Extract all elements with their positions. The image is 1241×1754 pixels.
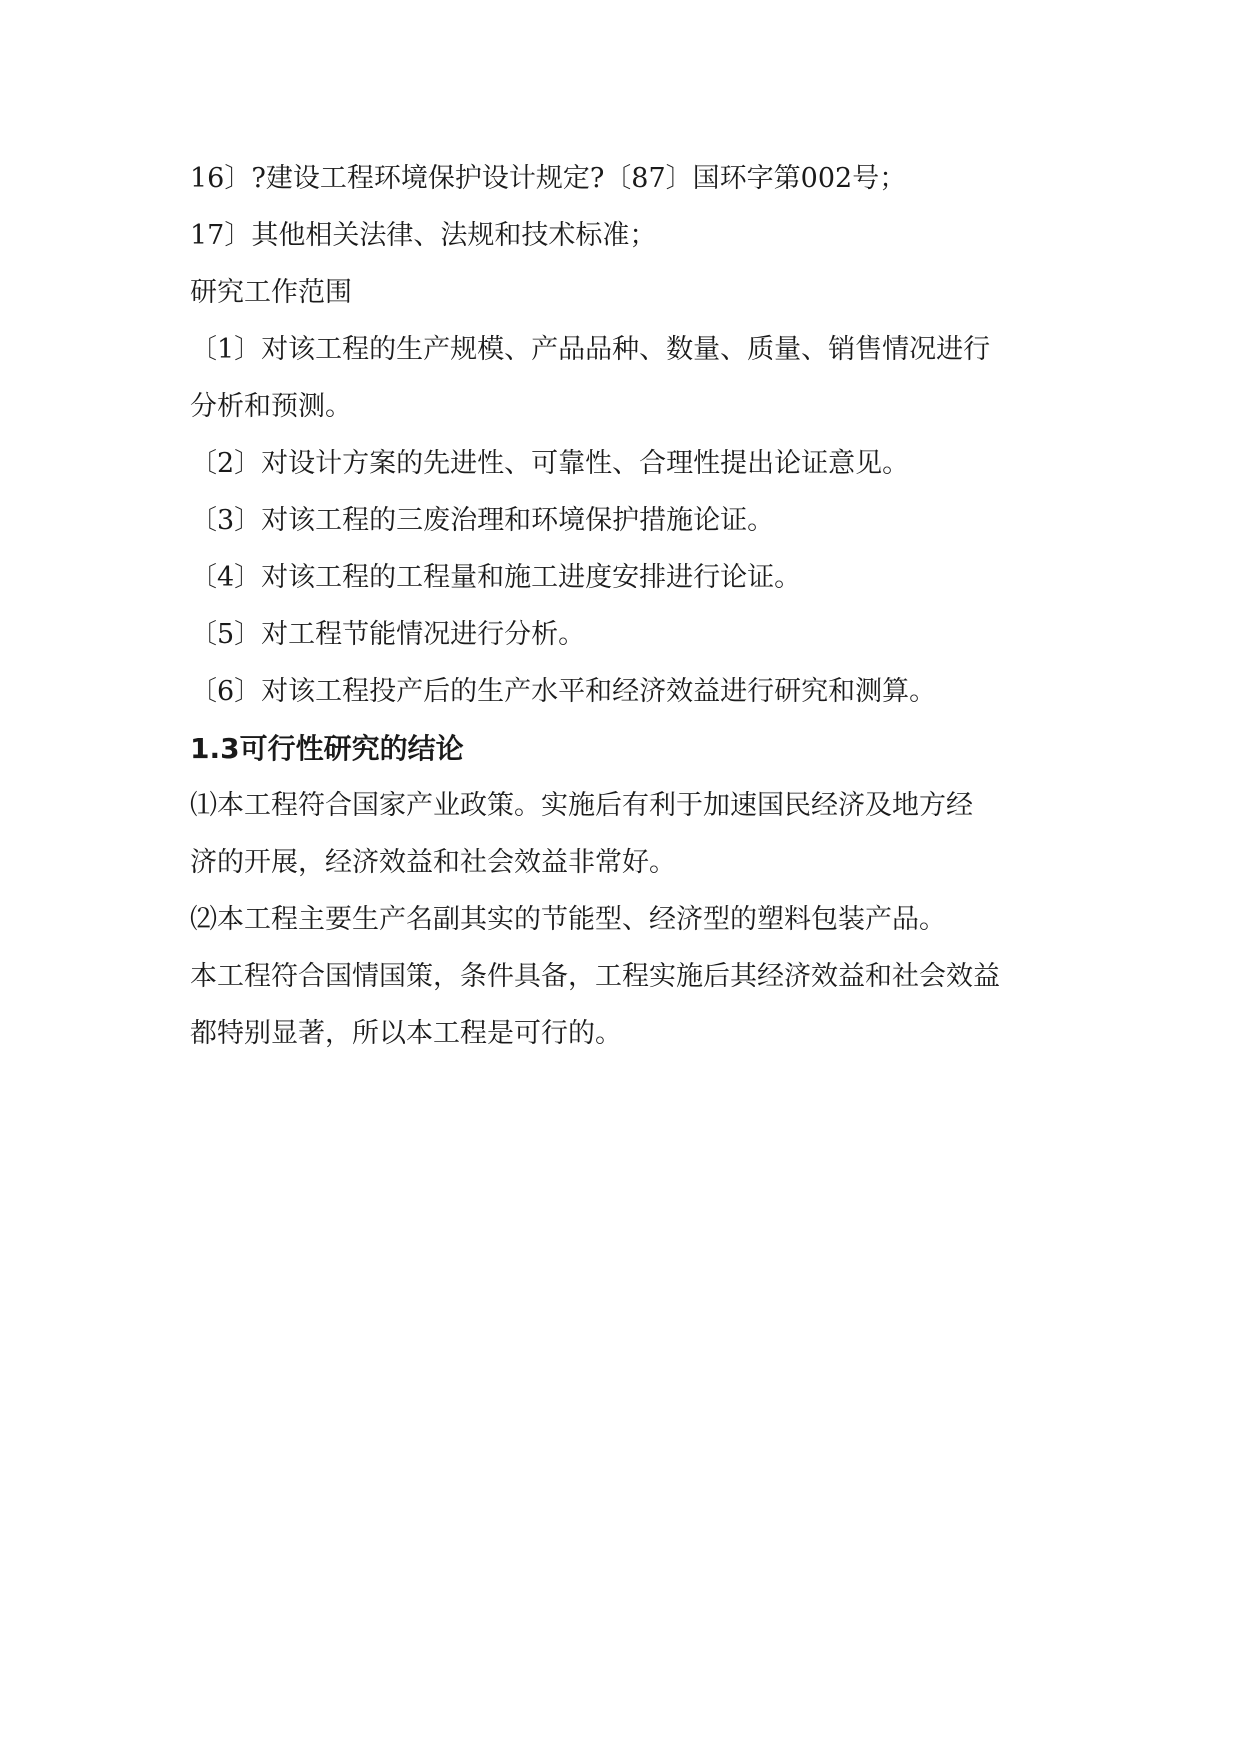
scope-item-4: 〔4〕对该工程的工程量和施工进度安排进行论证。 <box>190 562 802 593</box>
section-title-scope: 研究工作范围 <box>190 277 352 308</box>
conclusion-item-1: ⑴本工程符合国家产业政策。实施后有利于加速国民经济及地方经 <box>190 790 973 821</box>
scope-item-2: 〔2〕对设计方案的先进性、可靠性、合理性提出论证意见。 <box>190 448 910 479</box>
conclusion-item-2: ⑵本工程主要生产名副其实的节能型、经济型的塑料包装产品。 <box>190 904 946 935</box>
conclusion-summary-continued: 都特别显著，所以本工程是可行的。 <box>190 1018 622 1049</box>
scope-item-1-continued: 分析和预测。 <box>190 391 352 422</box>
section-heading-conclusion: 1.3可行性研究的结论 <box>190 732 464 765</box>
reference-item-16: 16〕?建设工程环境保护设计规定?〔87〕国环字第002号； <box>190 163 907 194</box>
conclusion-item-1-continued: 济的开展，经济效益和社会效益非常好。 <box>190 847 676 878</box>
scope-item-5: 〔5〕对工程节能情况进行分析。 <box>190 619 586 650</box>
scope-item-6: 〔6〕对该工程投产后的生产水平和经济效益进行研究和测算。 <box>190 676 937 707</box>
conclusion-summary: 本工程符合国情国策，条件具备，工程实施后其经济效益和社会效益 <box>190 961 1000 992</box>
scope-item-3: 〔3〕对该工程的三废治理和环境保护措施论证。 <box>190 505 775 536</box>
reference-item-17: 17〕其他相关法律、法规和技术标准； <box>190 220 657 251</box>
document-body <box>190 150 1060 1062</box>
scope-item-1: 〔1〕对该工程的生产规模、产品品种、数量、质量、销售情况进行 <box>190 334 991 365</box>
